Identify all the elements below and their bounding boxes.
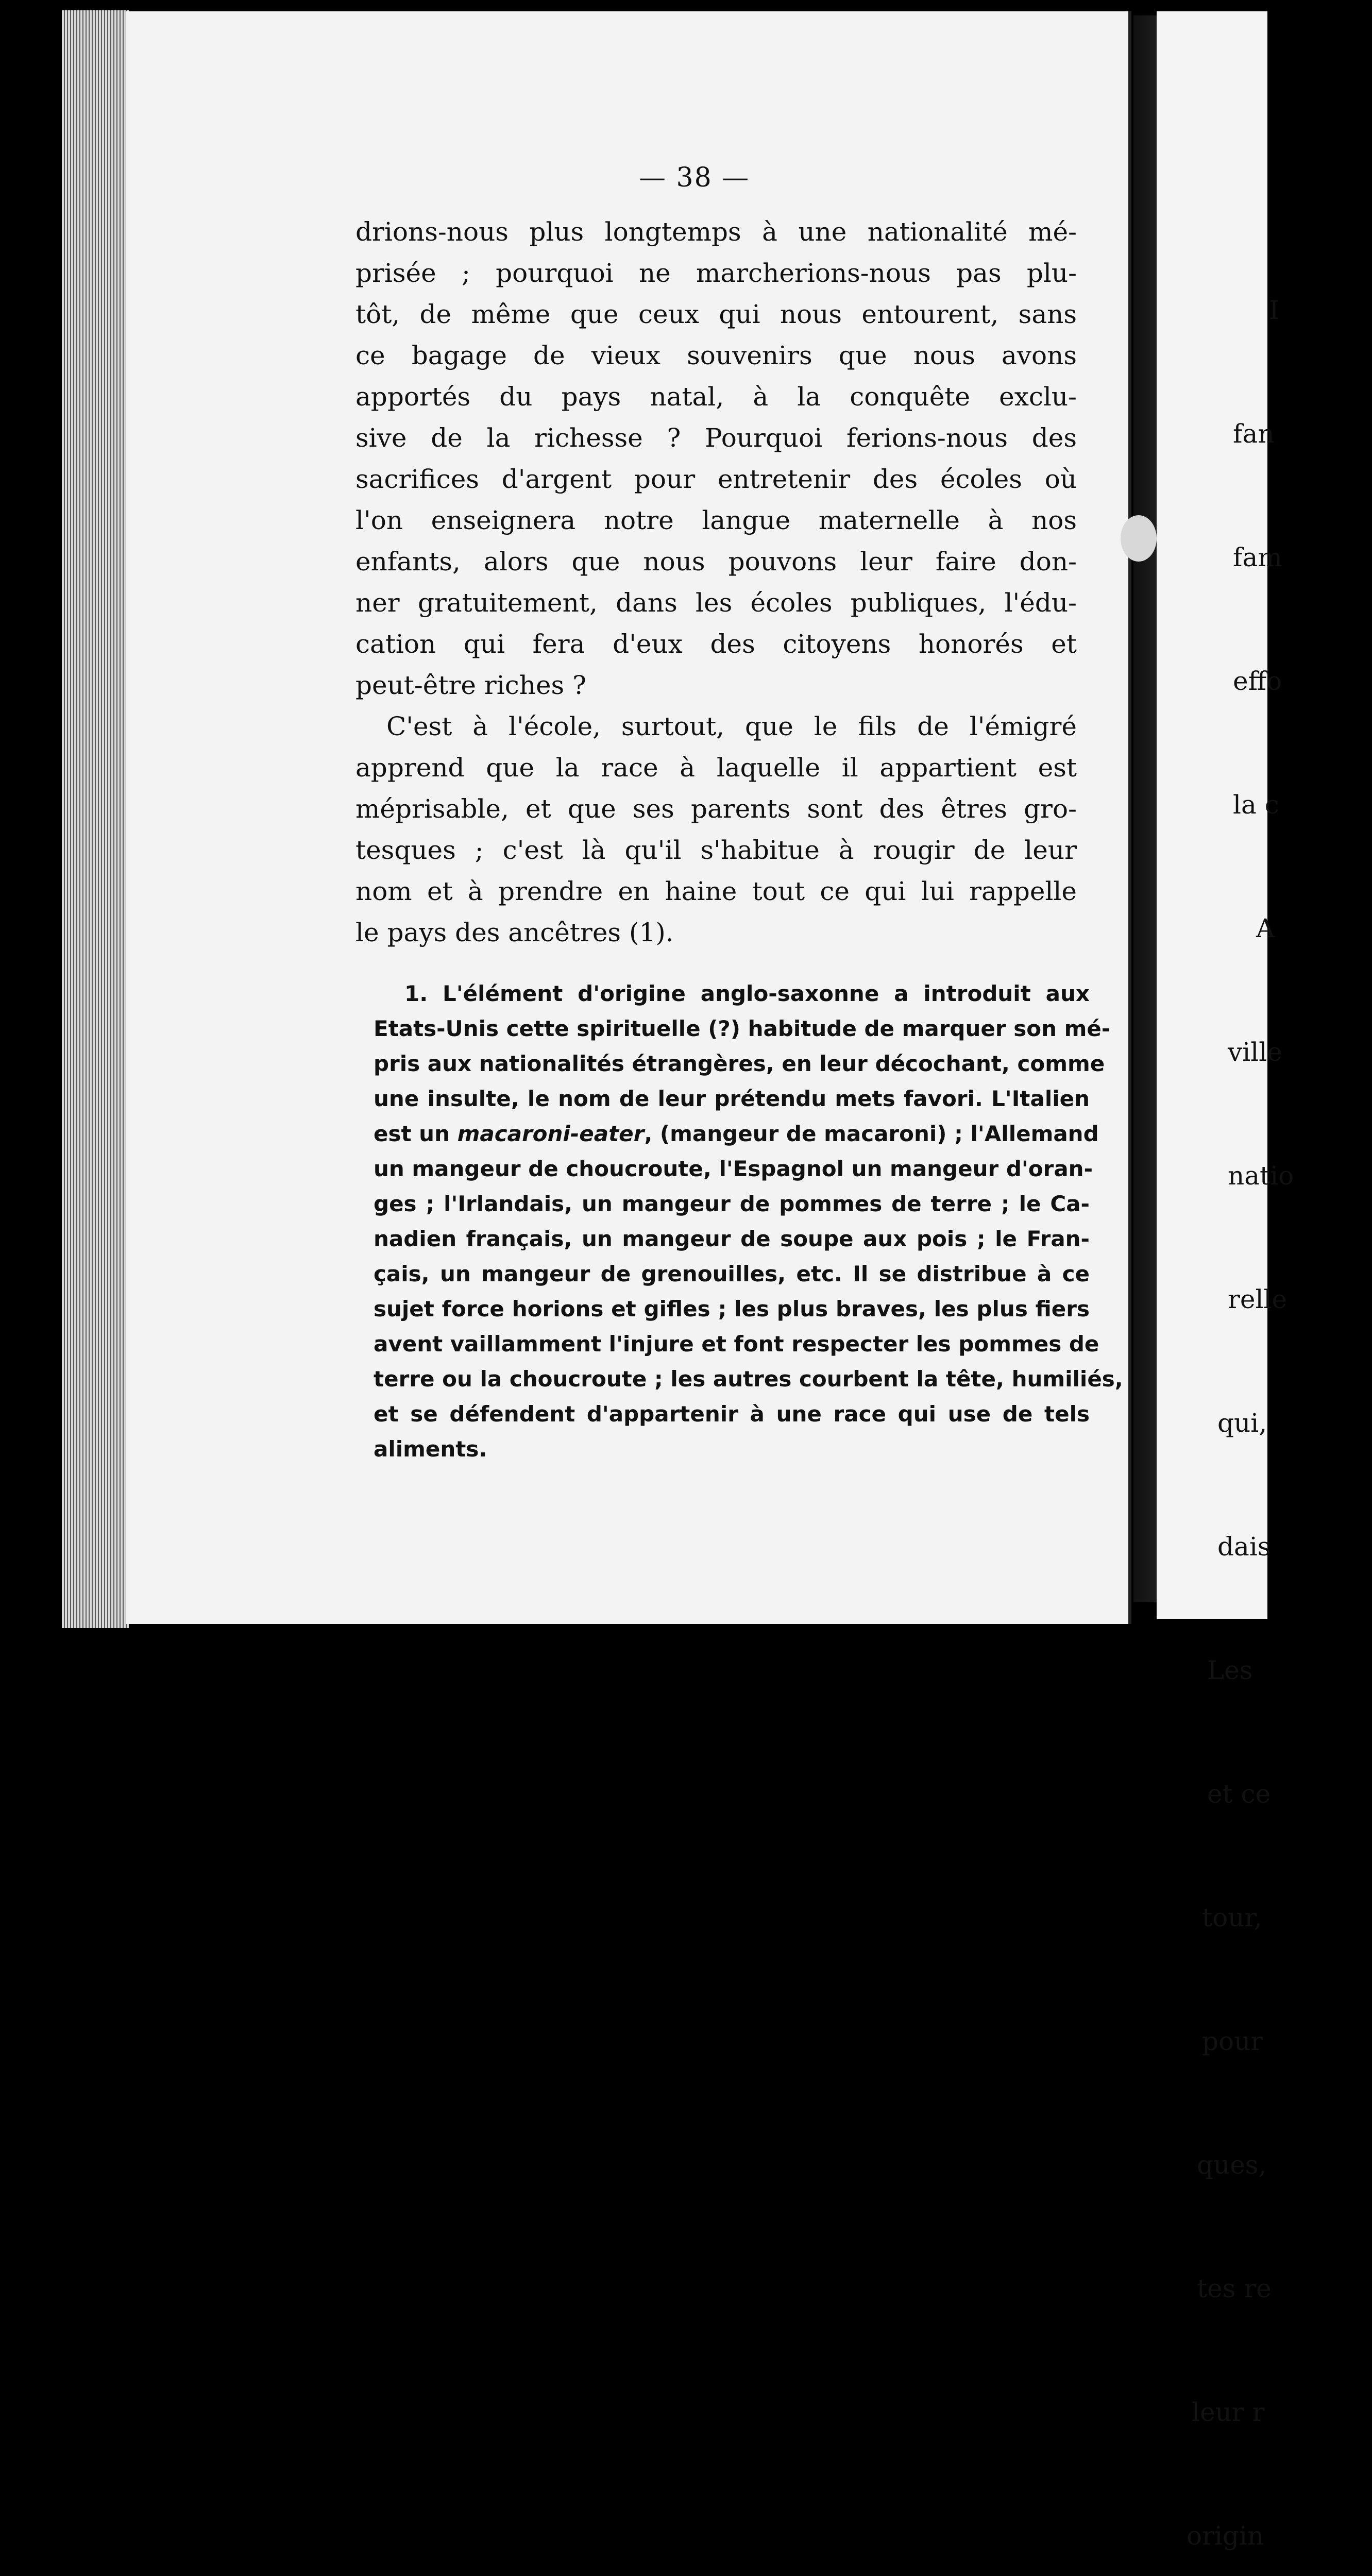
footnote-line: ges ; l'Irlandais, un mangeur de pommes de terre ; le Ca-: [374, 1191, 1090, 1216]
footnote-text: est un: [374, 1121, 458, 1146]
text-line: méprisable, et que ses parents sont des êtres gro-: [355, 794, 1077, 824]
text-line: apprend que la race à laquelle il appartient est: [355, 753, 1077, 783]
facing-line: la c: [1233, 790, 1279, 820]
text-line: le pays des ancêtres (1).: [355, 918, 674, 947]
facing-line: tour,: [1202, 1903, 1262, 1933]
text-line: cation qui fera d'eux des citoyens honorés et: [355, 629, 1077, 659]
text-line: tôt, de même que ceux qui nous entourent, sans: [355, 299, 1077, 329]
text-line: apportés du pays natal, à la conquête exclu-: [355, 382, 1077, 412]
facing-line: tes re: [1197, 2274, 1272, 2303]
text-line: ce bagage de vieux souvenirs que nous avons: [355, 341, 1077, 370]
facing-line: et ce: [1207, 1779, 1271, 1809]
footnote-line: terre ou la choucroute ; les autres courbent la tête, humiliés,: [374, 1366, 1123, 1392]
footnote-line: aliments.: [374, 1436, 487, 1462]
footnote-line: [374, 1116, 1099, 1151]
footnote-line: nadien français, un mangeur de soupe aux pois ; le Fran-: [374, 1226, 1090, 1251]
text-line: l'on enseignera notre langue maternelle à nos: [355, 505, 1077, 535]
text-line: ner gratuitement, dans les écoles publiques, l'édu-: [355, 588, 1077, 618]
facing-line: origin: [1187, 2521, 1264, 2551]
facing-line: I: [1269, 295, 1279, 325]
facing-line: fam: [1233, 543, 1282, 572]
facing-line: qui,: [1217, 1408, 1267, 1438]
footnote-line: Etats-Unis cette spirituelle (?) habitude de marquer son mé-: [374, 1016, 1111, 1041]
facing-line: Les: [1207, 1655, 1253, 1685]
text-line: enfants, alors que nous pouvons leur faire don-: [355, 547, 1077, 577]
body-text: [355, 211, 1077, 953]
facing-line: fan: [1233, 419, 1275, 449]
facing-line: ques,: [1197, 2150, 1267, 2180]
facing-line: dais: [1217, 1532, 1271, 1562]
facing-page-text: [1166, 207, 1372, 2576]
text-line: tesques ; c'est là qu'il s'habitue à rougir de leur: [355, 835, 1077, 865]
footnote-line: sujet force horions et gifles ; les plus braves, les plus fiers: [374, 1296, 1090, 1321]
facing-line: leur r: [1192, 2397, 1265, 2427]
footnote-line: 1. L'élément d'origine anglo-saxonne a introduit aux: [404, 981, 1090, 1006]
text-line: sacrifices d'argent pour entretenir des écoles où: [355, 464, 1077, 494]
facing-line: ville: [1228, 1037, 1282, 1067]
facing-line: pour: [1202, 2026, 1263, 2056]
facing-line: relle: [1228, 1284, 1288, 1314]
page-number: — 38 —: [639, 162, 750, 193]
footnote-line: un mangeur de choucroute, l'Espagnol un mangeur d'oran-: [374, 1156, 1093, 1181]
facing-line: effo: [1233, 666, 1282, 696]
paper-blemish: [1121, 515, 1157, 562]
text-line: C'est à l'école, surtout, que le fils de l'émigré: [386, 711, 1077, 741]
footnote-line: avent vaillamment l'injure et font respecter les pommes de: [374, 1331, 1099, 1357]
footnote: [374, 976, 1123, 1467]
footnote-italic-term: macaroni-eater: [457, 1121, 645, 1146]
text-line: sive de la richesse ? Pourquoi ferions-nous des: [355, 423, 1077, 453]
text-line: peut-être riches ?: [355, 670, 586, 700]
facing-line: natio: [1228, 1161, 1294, 1191]
facing-page: [1157, 11, 1294, 2551]
footnote-line: çais, un mangeur de grenouilles, etc. Il se distribue à ce: [374, 1261, 1090, 1286]
text-line: nom et à prendre en haine tout ce qui lui rappelle: [355, 876, 1077, 906]
page-stack-edges: [62, 10, 129, 1628]
text-line: prisée ; pourquoi ne marcherions-nous pas plu-: [355, 258, 1077, 288]
facing-line: A: [1256, 913, 1275, 943]
footnote-line: et se défendent d'appartenir à une race qui use de tels: [374, 1401, 1090, 1427]
footnote-line: une insulte, le nom de leur prétendu mets favori. L'Italien: [374, 1086, 1090, 1111]
footnote-text: , (mangeur de macaroni) ; l'Allemand: [644, 1121, 1099, 1146]
text-line: drions-nous plus longtemps à une nationalité mé-: [355, 217, 1077, 247]
footnote-line: pris aux nationalités étrangères, en leur décochant, comme: [374, 1051, 1105, 1076]
